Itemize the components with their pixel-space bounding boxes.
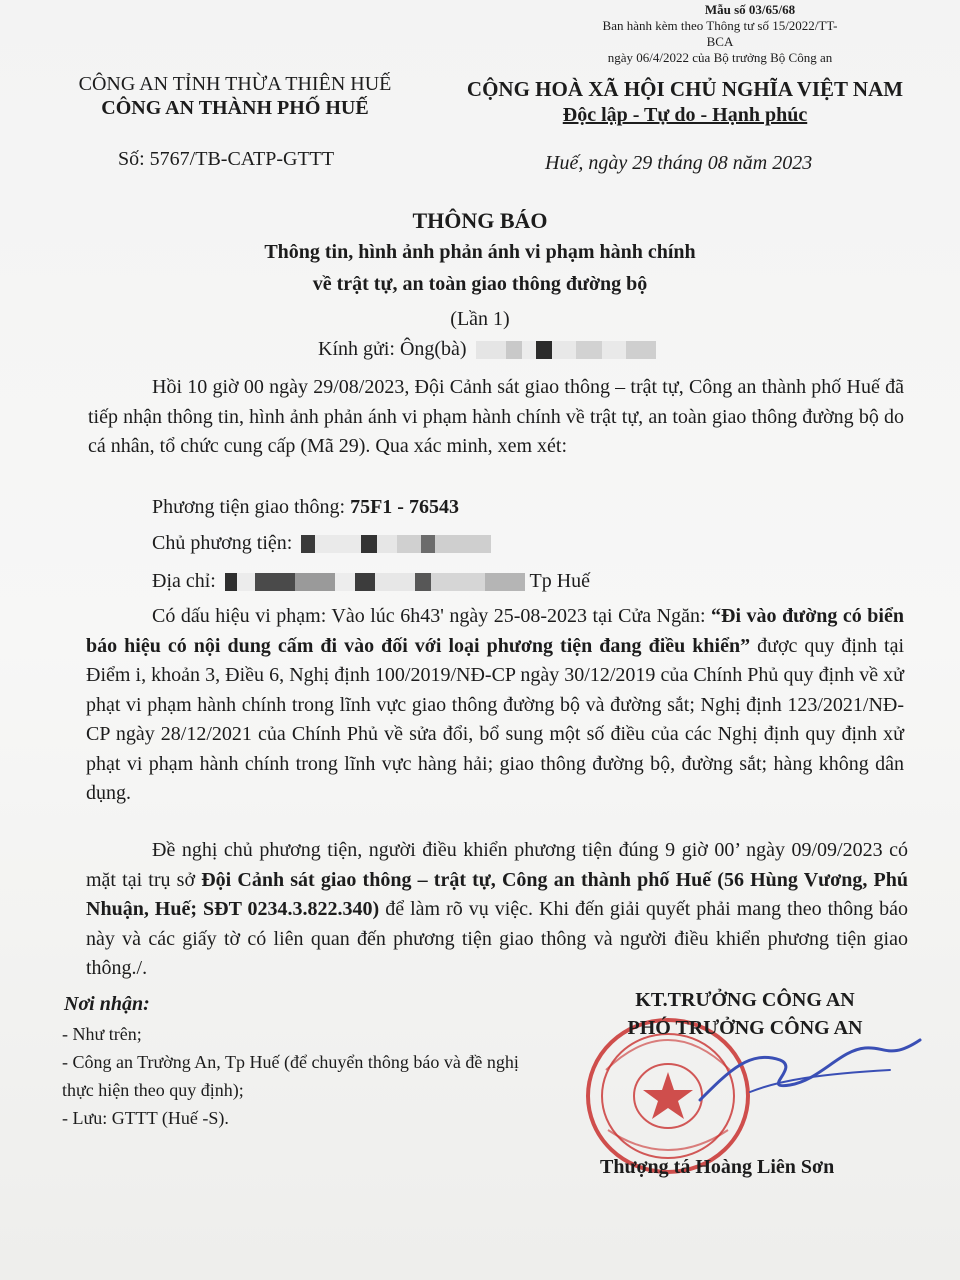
violation-legal-basis: được quy định tại Điểm i, khoản 3, Điều 6, Nghị định 100/2019/NĐ-CP ngày 30/12/2019 của Chính Phủ quy định về xử phạt vi phạm hành chính trong lĩnh vực giao thông đường bộ và đường sắt; Nghị định 123/2021/NĐ-CP ngày 28/12/2021 của Chính Phủ về sửa đổi, bổ sung một số điều của các Nghị định quy định xử phạt vi phạm hành chính trong lĩnh vực hàng hải; giao thông đường bộ, đường sắt; hàng không dân dụng. (86, 634, 905, 804)
vehicle-line (152, 494, 459, 520)
receiver-item: - Công an Trường An, Tp Huế (để chuyển thông báo và đề nghị thực hiện theo quy định); (62, 1052, 519, 1100)
vehicle-label: Phương tiện giao thông: (152, 496, 351, 518)
signature-block (580, 986, 910, 1042)
issuer-city: CÔNG AN THÀNH PHỐ HUẾ (101, 97, 369, 119)
issuer-header (40, 72, 430, 120)
redacted-name (476, 341, 656, 359)
intro-paragraph: Hồi 10 giờ 00 ngày 29/08/2023, Đội Cảnh sát giao thông – trật tự, Công an thành phố Huế đã tiếp nhận thông tin, hình ảnh phản ánh vi phạm hành chính về trật tự, an toàn giao thông đường bộ do cá nhân, tổ chức cung cấp (Mã 29). Qua xác minh, xem xét: (88, 376, 904, 457)
request-paragraph (86, 836, 908, 984)
redacted-owner (301, 535, 491, 553)
violation-lead: Có dấu hiệu vi phạm: Vào lúc 6h43' ngày 25-08-2023 tại Cửa Ngăn: (152, 605, 712, 627)
document-number: Số: 5767/TB-CATP-GTTT (118, 148, 335, 170)
signature-title: PHÓ TRƯỞNG CÔNG AN (627, 1017, 863, 1039)
handwritten-signature (690, 1030, 930, 1120)
address-line (152, 568, 590, 594)
document-subtitle-2: về trật tự, an toàn giao thông đường bộ (312, 273, 648, 295)
signer-name: Thượng tá Hoàng Liên Sơn (600, 1156, 835, 1178)
receiver-item: - Như trên; (62, 1024, 142, 1044)
form-code-date: ngày 06/4/2022 của Bộ trưởng Bộ Công an (607, 50, 833, 65)
nation-name: CỘNG HOÀ XÃ HỘI CHỦ NGHĨA VIỆT NAM (466, 77, 904, 101)
place-date: Huế, ngày 29 tháng 08 năm 2023 (545, 152, 813, 174)
form-code-circular: Ban hành kèm theo Thông tư số 15/2022/TT-BCA (602, 18, 838, 49)
title-block (100, 206, 860, 300)
document-title: THÔNG BÁO (412, 208, 548, 233)
violation-paragraph (86, 602, 904, 809)
nation-motto: Độc lập - Tự do - Hạnh phúc (562, 104, 808, 126)
recipient-line (318, 338, 656, 361)
request-office: Đội Cảnh sát giao thông – trật tự, Công an thành phố Huế (56 Hùng Vương, Phú Nhuận, Huế; SĐT 0234.3.822.340) (86, 868, 909, 920)
owner-label: Chủ phương tiện: (152, 532, 298, 554)
issuer-province: CÔNG AN TỈNH THỪA THIÊN HUẾ (78, 73, 392, 95)
owner-line (152, 530, 491, 556)
form-code (600, 2, 840, 66)
receivers-title: Nơi nhận: (64, 993, 150, 1015)
nation-header (440, 76, 930, 128)
request-lead: Đề nghị chủ phương tiện, người điều khiển phương tiện đúng 9 giờ 00’ ngày 09/09/2023 có mặt tại trụ sở (86, 839, 908, 891)
redacted-address (225, 573, 525, 591)
document-subtitle-1: Thông tin, hình ảnh phản ánh vi phạm hành chính (264, 241, 696, 263)
vehicle-plate: 75F1 - 76543 (350, 496, 459, 518)
notice-count: (Lần 1) (450, 308, 510, 330)
address-label: Địa chỉ: (152, 570, 221, 592)
receiver-item: - Lưu: GTTT (Huế -S). (62, 1108, 229, 1128)
form-code-number: Mẫu số 03/65/68 (704, 2, 796, 17)
request-rest: để làm rõ vụ việc. Khi đến giải quyết phải mang theo thông báo này và các giấy tờ có liên quan đến phương tiện giao thông và người điều khiển phương tiện giao thông./. (86, 898, 909, 979)
recipient-label: Kính gửi: Ông(bà) (318, 338, 467, 360)
receivers-list (62, 1020, 522, 1132)
signature-authority: KT.TRƯỞNG CÔNG AN (635, 989, 855, 1011)
address-city: Tp Huế (529, 570, 591, 592)
violation-description: “Đi vào đường có biển báo hiệu có nội dung cấm đi vào đối với loại phương tiện đang điều khiển” (86, 605, 904, 657)
